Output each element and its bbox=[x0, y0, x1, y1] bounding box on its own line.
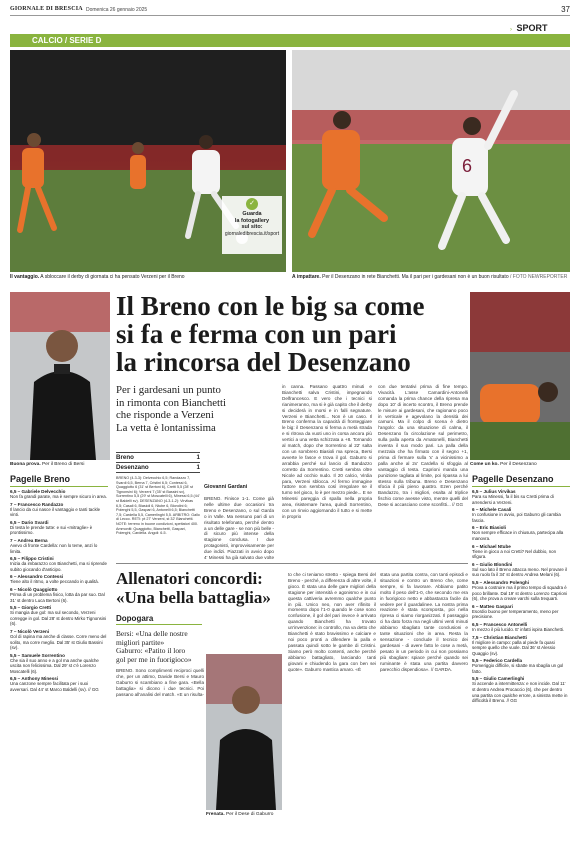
player-rating-name: 7 – Francesco Randazzo bbox=[10, 501, 64, 507]
player-rating-name: 6 – Alessandro Contessi bbox=[10, 574, 64, 580]
coach-right-photo bbox=[470, 292, 570, 460]
chevron-icon: › bbox=[510, 27, 512, 33]
player-rating-name: 5,5 – Giulio Camerlinghi bbox=[472, 676, 525, 682]
player-rating-name: 6 – Nicolò Quaggiotto bbox=[10, 586, 58, 592]
player-rating-text: Si mangia due gol: ma sul secondo, Verzeni corregge in gol. Dal 28' st dentro Mirko Tignonsini (6). bbox=[10, 610, 107, 627]
subhead-line-1: Per i gardesani un punto bbox=[116, 384, 221, 396]
pagelle-desenzano-title: Pagelle Desenzano bbox=[472, 470, 570, 487]
caption-right-credit: / FOTO NEWREPORTER bbox=[510, 274, 568, 280]
player-rating-text: Inizia da imbarazzo con Bianchetti, ma si riprende subito giocando d'anticipo. bbox=[10, 561, 107, 572]
headline bbox=[116, 292, 464, 376]
coach-right-caption bbox=[470, 462, 570, 467]
pagelle-desenzano bbox=[472, 470, 570, 822]
subsection-title: CALCIO / SERIE D bbox=[32, 36, 102, 45]
player-rating-text: Tiene alto il ritmo, a volte peccando in qualità. bbox=[10, 579, 99, 585]
player-rating-text: Prova a costruire ma il primo tempo di squadra è poco brillante. Dal 19' st dentro Lorenzo Caprioni (6), che prova a creare varchi sulla trequarti. bbox=[472, 584, 568, 602]
player-rating-name: 7 – Andrea Berna bbox=[10, 537, 48, 543]
photo-right-caption bbox=[292, 274, 570, 280]
player-rating-text: Non fa grandi parate, ma è sempre sicuro in area. bbox=[10, 494, 107, 499]
player-rating-name: 6 – Michele Casali bbox=[472, 507, 512, 513]
player-rating-name: 7 – Nicolò Verzeni bbox=[10, 628, 50, 634]
player-rating-name: 7,5 – Christian Bianchetti bbox=[472, 634, 527, 640]
kicker bbox=[116, 614, 202, 625]
coach-left-text: Per il Breno di Bersi bbox=[42, 462, 85, 467]
subhead bbox=[116, 384, 276, 434]
score-row-breno bbox=[116, 452, 200, 462]
player-rating-name: 5,5 – Alessandro Polenghi bbox=[472, 579, 530, 585]
player-rating-name: 6 – Giulio Blondini bbox=[472, 561, 513, 567]
coach-bottom-caption bbox=[206, 812, 282, 817]
player-rating-text: Avevo di fronte Cardella: non lo teme, anzi lo limita. bbox=[10, 542, 98, 554]
caption-right-text: Per il Desenzano in rete Bianchetti. Ma il pari per i gardesani non è un buon risultato bbox=[322, 274, 509, 280]
player-rating-name: 6 – Michael Ntube bbox=[472, 543, 511, 549]
coach-bottom-bold: Frenata. bbox=[206, 812, 225, 817]
second-sub-4: gol per me in fuorigioco» bbox=[116, 654, 192, 664]
subhead-line-3: che risponde a Verzeni bbox=[116, 409, 214, 421]
player-rating-text: Una canzone sempre facilitata per i suoi avversari. Dal 44' st Marco Baldelli (sv). // GG bbox=[10, 681, 99, 693]
player-rating-name: 6,5 – Gabriele Delvecchio bbox=[10, 489, 66, 494]
second-sub-2: migliori partite» bbox=[116, 637, 165, 647]
promo-line-1: Guarda bbox=[242, 211, 262, 217]
player-rating-name: 6,5 – Filippo Cristini bbox=[10, 556, 54, 562]
headline-line-1: Il Breno con le big sa come bbox=[116, 291, 425, 321]
team-desenzano: Desenzano bbox=[116, 464, 149, 471]
team-breno: Breno bbox=[116, 454, 134, 461]
player-rating-text: Si accende a intermittenza: e non incide. Dal 11' st dentro Andrea Procaccio (6), che per dentro una partita con qualche errore, a sinistra mette in difficoltà il Breno. // GG bbox=[472, 681, 568, 704]
second-headline-line-2: «Una bella battaglia» bbox=[116, 587, 271, 607]
article-col-3: con due tentativi prima di fine tempo. Vivacità. L'asse Camardini-Antonelli comanda la prima chance della ripresa ma dopo 10' di incerto scontro, il Breno prende le misure ai gardesani, che ragionano poco in verticale e agevolano la densità dei camuni. Ma il colpo di scena è dietro l'angolo: da una situazione di calma, il Desenzano fa circolazione sul perimetro, sulla palla aperta da Amatonelli, Bianchetti inventa il suo modo pari. La palla della mezzala che ha firmato con il segno +1, prima di fermare sulla 'x' a vicinissimo a palla anche al 2x' Cardella si sfoggia al vantaggio di testa. Caprioni manda una punizione tagliata al limite, poi ripassa a lui stesso sulla tribuna. Breno e Desenzano sfocia il più pieno quattro. Ezen perché Bandazzo, tra i migliori, esalta al triplice fischio come avesse visto, mentre quelli del Dese si accasciano come sconfitti... // GG bbox=[378, 384, 468, 508]
camera-icon: ✓ bbox=[246, 198, 258, 210]
coach-right-bold: Come un ko. bbox=[470, 462, 499, 467]
coach-bottom-text: Per il Dese di Gaburro bbox=[226, 812, 274, 817]
promo-line-3: sul sito: bbox=[241, 224, 263, 230]
coach-right-art bbox=[470, 292, 570, 460]
coach-bottom-photo bbox=[206, 654, 282, 810]
section-title: SPORT bbox=[516, 23, 548, 33]
divider bbox=[116, 563, 468, 564]
score-breno: 1 bbox=[196, 454, 200, 461]
second-col-2: to che ci teniamo stretto - spiega Bersi del Breno - perché, a differenza di altre volte, il gioco. È stata una delle gare migliori della stagione per intensità e agonismo e in cui questa cattiveria avremmo qualche punto in più. Unico neo, non aver rifinito il momento dopo l'1-0 quando le cose sono confusione, il gol del pari invece è arrivato quando Bianchetti ha trovato un'invenzione: in controllo, ma va detto che Bianchetti è stato bravissimo e calciare e noi poco pronti a difendere la palla e passata quindi sotto le gambe di Cristini. Siamo però molto contenti, anche perché abbiamo battagliato, lanciando tanti giovani e chiudendo la gara con ben sei quote». Gaburro mastica amaro. «È bbox=[288, 572, 376, 672]
paper-name: GIORNALE DI BRESCIA bbox=[10, 6, 83, 12]
player-rating-text: Il lancio da cui nasce il vantaggio e tanti tackle vinti. bbox=[10, 506, 101, 518]
gallery-promo[interactable] bbox=[222, 196, 282, 254]
author: Giovanni Gardani bbox=[204, 484, 248, 490]
promo-url[interactable]: giornaledibrescia.it/sport bbox=[224, 230, 280, 237]
player-rating-name: 6,5 – Dario Svardi bbox=[10, 519, 49, 525]
player-rating-text: Sul suo lato il Breno attacca meno. Nel provare il suo ruolo fa il 34' st dentro Andrea Melani (6). bbox=[472, 566, 567, 578]
player-rating-text: Pomeriggio difficile, si sbatte ma sbaglia un gol fatto. bbox=[472, 663, 564, 674]
photo-right bbox=[292, 50, 570, 272]
page-header bbox=[10, 4, 570, 16]
scoreboard bbox=[116, 452, 200, 473]
player-rating-text: Non sempre efficace in chiusura, partecipa alla manovra. bbox=[472, 530, 564, 541]
pagelle-breno-title: Pagelle Breno bbox=[10, 470, 108, 487]
pagelle-desenzano-list bbox=[472, 489, 570, 704]
tabellino: BRENO (4-3-3): Delvecchio 6,5; Randazzo 7, Svardi 6,5, Berna 7, Cristini 6,5; Contessi 6, Quaggiotto 6 (31' st Bertoni 6), Cretti 5,5 (28' st Tignonsini 6); Verzeni 7 (35' st Bassini sv), Sorrentino 5,5 (29' st Moscatelli 6), Minessi 6,5 (44' st Baldelli sv). DESENZANO (4-3-1-2): Virvikas 6,5; Casali 6, Biasioli 6, Ntube 6, Blondini 6; Polenghi 5,5, Gaspari 6, Antonelli 6,5; Bianchetti 7,5; Cardella 5,5, Camerlinghi 5,5. ARBITRO: Gallo di Lecco. RETI: pt 27' Verzeni, st 32' Bianchetti. NOTE: terreno in buone condizioni, spettatori 400. Ammoniti: Quaggiotto, Bianchetti, Gaspari, Polenghi, Cardella. Angoli: 6-5. bbox=[116, 476, 200, 536]
player-rating-text: Di testa le prende tutte: e sui «mitraglie» è prontissimo. bbox=[10, 524, 93, 536]
second-subhead bbox=[116, 630, 204, 664]
player-rating-name: 5,5 – Federico Cardella bbox=[472, 658, 523, 664]
player-rating-name: 6,5 – Julius Virvikas bbox=[472, 489, 516, 494]
player-rating-name: 5,5 – Giorgio Cretti bbox=[10, 605, 52, 611]
player-rating-text: Gol di rapina ma anche di classe. Corre meno del solito, ma corre meglio. Dal 35' st Giulio Bassini (sv). bbox=[10, 633, 107, 651]
score-row-desenzano bbox=[116, 462, 200, 473]
issue-date: Domenica 26 gennaio 2025 bbox=[86, 7, 148, 13]
subsection-bar bbox=[10, 34, 570, 47]
player-rating-text: Prima di un problema fisico, lotta da par suo. Dal 31' st dentro Luca Bertoni (6). bbox=[10, 591, 105, 603]
svg-text:6: 6 bbox=[462, 156, 473, 176]
player-rating-text: In confusione in avvio, poi Gaburro gli cambia fascia. bbox=[472, 512, 561, 523]
player-rating-name: 6 – Eric Biasioli bbox=[472, 525, 506, 531]
second-col-1: BRENO. Sono complimenti reciproci quelli che, per un attimo, Davide Bersi e Mauro Gaburro si scambiano a fine gara. «Bella battaglia» si dicono i due tecnici. Poi passano all'analisi del match. «E un risulta- bbox=[116, 668, 204, 697]
player-rating-name: 6,5 – Anthony Minessi bbox=[10, 676, 59, 682]
page-number: 37 bbox=[561, 5, 570, 14]
coach-left-photo bbox=[10, 292, 110, 460]
player-rating-name: 6,5 – Francesco Antonelli bbox=[472, 621, 528, 627]
player-rating-text: Il migliore in campo: palla al piede fa quasi sempre quello che vuole. Dal 36' st Alessio Quaggio (sv). bbox=[472, 639, 556, 656]
coach-left-bold: Buona prova. bbox=[10, 462, 41, 467]
article-col-2: in canna. Passano quattro minuti e Bianchetti salva Cristini, impegnando Delfrancesco. E vero che i tecnici si rianimeranno, ma si è già capito che il derby si deciderà in morsi e in falli segnature. Verzeni e Bianchetti... Non è un caso. Il Breno conferma la capacità di fronteggiare le big: il Desenzano si ferma a metà strada e si ritrova da vuoti uno in corsa ancora più vertici a una vetta schizzata a +8. Tornando al match, dopo che Sorrentino al 22' salta con un sombrero Biasioli ma spreca, Bersi avverte le fasce e trova il gol. Gaburro si arrabbia perché sul lancio di Bandazzo corretto da Sorrentino. Cretti sembra oltre Nicole ad occhio nudo. Il 20 calcio, Virdia para, Verzeni sblocca. Al fermo immagine l'attore non sembra così irregolare se il turno nel gioco, lo è per mezzo piede... E se Minessi pareggia di spalla nella propria area, risistemare l'area, quindi Sorrentino, con un rinvio aggiornando il tutto e si mette in proprio bbox=[282, 384, 372, 519]
section-label bbox=[510, 18, 570, 33]
player-rating-text: Che sia il suo anno e a gol ma anche qualche uscita non felicissima. Dal 29' st c'è Lorenzo Moscatelli (6). bbox=[10, 657, 99, 674]
player-rating-text: In mezzo il più lucido. E' infatti ispira Bianchetti. bbox=[472, 626, 565, 632]
subhead-line-2: in rimonta con Bianchetti bbox=[116, 396, 227, 409]
promo-line-2: la fotogallery bbox=[234, 217, 270, 224]
coach-left-art bbox=[10, 292, 110, 460]
pagelle-breno bbox=[10, 470, 108, 822]
player-rating-text: Esordio buono per temperamento, meno per precisione. bbox=[472, 608, 559, 620]
article-col-1: BRENO. Finisce 1-1. Come già nelle ultime due occasioni tra Breno e Desenzano, o sul Garda o in Valle. Ma nessuno pari di un risultato telefonato, perché dentro a un delle gare - se non più belle - di sicuro più intense della stagione conclusa. I due protagonisti, improvvisamente per due indizi. Piazzati in avvio dopo 4' Minessi ha già salvato due volte bbox=[204, 496, 274, 560]
photo-right-art bbox=[292, 50, 570, 272]
photo-left-caption bbox=[10, 274, 286, 280]
second-sub-1: Bersi: «Una delle nostre bbox=[116, 629, 188, 638]
player-rating-text: Tiene in gioco a noi Cretti? Nel dubbio, non sfigura. bbox=[472, 548, 557, 560]
second-headline bbox=[116, 570, 286, 607]
headline-line-3: la rincorsa del Desenzano bbox=[116, 347, 411, 377]
pagelle-breno-list bbox=[10, 489, 108, 693]
score-desenzano: 1 bbox=[196, 464, 200, 471]
second-headline-line-1: Allenatori concordi: bbox=[116, 569, 263, 588]
coach-bottom-art bbox=[206, 654, 282, 810]
second-col-3: stata una partita contra, con tanti episodi e situazioni e contro un Breno che, come sempre, si fa lavorare. Abbiamo patito molto il peso dell'1-0, che secondo me era in fuorigioco netto e abbastanza facile da vedere per il guardalinee. La nostra prima reazione è stata scomposta, poi nella ripresa ci siamo riorganizzati. Il passaggio ci ha dato forza ma negli ultimi venti minuti abbiamo sbagliato tante conclusioni e tante situazioni che in area. Resta la sensazione - conclude il tecnico dei gardesani - di avere fatto le cose a metà, pesato in un periodo in cui non possiamo più sbagliare: spiace perché quando sei ruminante è stata una partita davvero parecchio dispendiosa». // GARDA. bbox=[380, 572, 468, 672]
caption-right-bold: A impattare. bbox=[292, 274, 321, 280]
player-rating-text: Para su Minessi, fa il bis su Cretti prima di arrendersi a Verzeni. bbox=[472, 494, 554, 505]
coach-left-caption bbox=[10, 462, 110, 467]
kicker-text: Dopogara bbox=[116, 614, 154, 623]
caption-left-bold: Il vantaggio. bbox=[10, 274, 40, 280]
second-sub-3: Gaburro: «Patito il loro bbox=[116, 646, 186, 656]
subhead-line-4: La vetta è lontanissima bbox=[116, 421, 216, 434]
headline-line-2: si fa e ferma con un pari bbox=[116, 319, 397, 349]
player-rating-name: 5,5 – Samuele Sorrentino bbox=[10, 652, 65, 658]
coach-right-text: Per il Desenzano bbox=[500, 462, 537, 467]
caption-left-text: A sbloccare il derby di giornata ci ha pensato Verzeni per il Breno bbox=[40, 274, 185, 280]
player-rating-name: 6 – Matteo Gaspari bbox=[472, 603, 513, 609]
